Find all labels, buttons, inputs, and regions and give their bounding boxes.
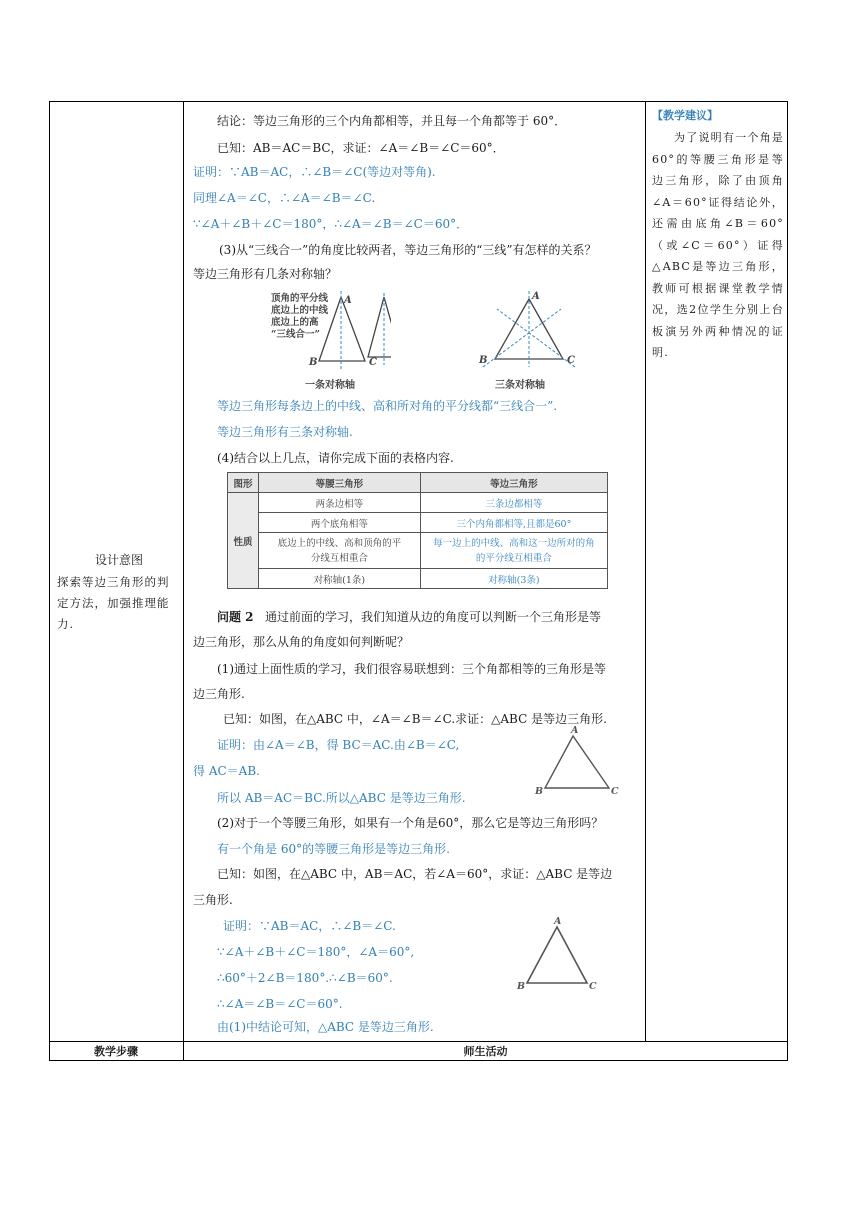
triangle-figure-2 bbox=[505, 913, 605, 997]
fig2-caption: 三条对称轴 bbox=[495, 380, 545, 391]
proof-line-1: 证明：∵AB＝AC，∴∠B＝∠C(等边对等角). bbox=[193, 165, 436, 179]
given-text: 已知：AB＝AC＝BC，求证：∠A＝∠B＝∠C＝60°． bbox=[217, 141, 505, 155]
fig4-label-c: C bbox=[589, 981, 597, 992]
three-lines-answer: 等边三角形每条边上的中线、高和所对角的平分线都“三线合一”. bbox=[217, 399, 558, 413]
fig2-label-b: B bbox=[479, 355, 488, 366]
fig2-label-a: A bbox=[532, 291, 540, 302]
table-header-equilateral: 等边三角形 bbox=[420, 473, 607, 493]
part-1-line-2: 边三角形. bbox=[193, 687, 245, 701]
table-header-shape: 图形 bbox=[228, 473, 259, 493]
footer-activity: 师生活动 bbox=[463, 1045, 508, 1058]
tip-cell bbox=[652, 107, 784, 364]
problem-2-line-1 bbox=[217, 608, 601, 626]
column-divider-2 bbox=[645, 101, 646, 1041]
fig1-label-a: A bbox=[344, 295, 352, 306]
proof-2-line-2: ∵∠A＋∠B＋∠C＝180°，∠A＝60°, bbox=[217, 945, 415, 959]
design-text: 探索等边三角形的判定方法，加强推理能力. bbox=[57, 575, 170, 631]
fig3-label-b: B bbox=[535, 786, 544, 797]
part-1-line-1: (1)通过上面性质的学习，我们很容易联想到：三个角都相等的三角形是等 bbox=[217, 662, 607, 676]
fig1-note-4: “三线合一” bbox=[271, 329, 320, 340]
table-cell: 两个底角相等 bbox=[259, 513, 421, 533]
proof-1-line-3: 所以 AB＝AC＝BC.所以△ABC 是等边三角形. bbox=[217, 791, 466, 805]
proof-line-2: 同理∠A＝∠C，∴∠A＝∠B＝∠C. bbox=[193, 191, 376, 205]
border-left bbox=[49, 101, 50, 1061]
axis-answer: 等边三角形有三条对称轴. bbox=[217, 425, 353, 439]
table-row bbox=[228, 533, 608, 569]
fig1-label-b: B bbox=[309, 357, 318, 368]
fig4-label-b: B bbox=[517, 981, 526, 992]
table-cell: 对称轴(1条) bbox=[259, 569, 421, 589]
table-label-property: 性质 bbox=[228, 493, 259, 589]
fig1-note-2: 底边上的中线 bbox=[271, 305, 329, 316]
table-row bbox=[228, 513, 608, 533]
table-cell: 对称轴(3条) bbox=[420, 569, 607, 589]
proof-2-line-1: 证明：∵AB＝AC，∴∠B＝∠C. bbox=[223, 919, 396, 933]
proof-2-line-4: ∴∠A＝∠B＝∠C＝60°. bbox=[217, 997, 343, 1011]
design-title: 设计意图 bbox=[94, 553, 143, 567]
problem-2-line-2: 边三角形，那么从角的角度如何判断呢？ bbox=[193, 635, 410, 649]
problem-2-text: 通过前面的学习，我们知道从边的角度可以判断一个三角形是等 bbox=[264, 610, 601, 624]
question-4: (4)结合以上几点，请你完成下面的表格内容. bbox=[217, 451, 454, 465]
fig1-note-3: 底边上的高 bbox=[271, 317, 319, 328]
question-3-cont: 等边三角形有几条对称轴？ bbox=[193, 267, 338, 281]
table-cell: 三条边都相等 bbox=[420, 493, 607, 513]
table-row bbox=[228, 493, 608, 513]
proof-1-line-2: 得 AC＝AB. bbox=[193, 764, 260, 778]
design-intent bbox=[57, 551, 181, 635]
lesson-table bbox=[49, 101, 788, 1061]
one-axis-triangle bbox=[285, 287, 395, 397]
fig3-label-c: C bbox=[611, 786, 619, 797]
table-cell: 每一边上的中线、高和这一边所对的角的平分线互相重合 bbox=[420, 533, 607, 569]
fig2-label-c: C bbox=[567, 355, 575, 366]
proof-2-line-5: 由(1)中结论可知，△ABC 是等边三角形. bbox=[217, 1020, 434, 1034]
proof-2-line-3: ∴60°＋2∠B＝180°.∴∠B＝60°. bbox=[217, 971, 393, 985]
column-divider-1 bbox=[183, 101, 184, 1061]
border-top bbox=[49, 101, 788, 102]
tip-text: 为了说明有一个角是60°的等腰三角形是等边三角形，除了由顶角∠A＝60°证得结论外，还需由底角∠B＝60°（或∠C＝60°）证得△ABC是等边三角形，教师可根据课堂教学情况，选2位学生分别上台板演另外两种情况的证明. bbox=[652, 131, 784, 359]
border-right bbox=[787, 101, 788, 1061]
tip-title: 【教学建议】 bbox=[652, 109, 718, 122]
problem-2-label: 问题 2 bbox=[217, 610, 254, 624]
fig4-label-a: A bbox=[554, 916, 562, 927]
table-cell: 底边上的中线、高和顶角的平分线互相重合 bbox=[259, 533, 421, 569]
given-2-line-1: 已知：如图，在△ABC 中，AB＝AC，若∠A＝60°，求证：△ABC 是等边 bbox=[217, 867, 613, 881]
conclusion-text: 结论：等边三角形的三个内角都相等，并且每一个角都等于 60°． bbox=[217, 114, 567, 128]
table-row bbox=[228, 473, 608, 493]
table-row bbox=[228, 569, 608, 589]
property-table bbox=[227, 472, 608, 589]
triangle-figure-1 bbox=[525, 724, 625, 800]
fig1-caption: 一条对称轴 bbox=[305, 380, 355, 391]
table-header-isosceles: 等腰三角形 bbox=[259, 473, 421, 493]
fig3-label-a: A bbox=[571, 725, 579, 736]
given-2-line-2: 三角形. bbox=[193, 893, 233, 907]
fig1-note-1: 顶角的平分线 bbox=[271, 293, 329, 304]
proof-1-line-1: 证明：由∠A＝∠B，得 BC＝AC.由∠B＝∠C, bbox=[217, 738, 460, 752]
three-axis-figure bbox=[469, 287, 589, 397]
part-2-question: (2)对于一个等腰三角形，如果有一个角是60°，那么它是等边三角形吗？ bbox=[217, 816, 604, 830]
fig1-label-c: C bbox=[369, 357, 377, 368]
footer-steps: 教学步骤 bbox=[94, 1045, 138, 1058]
table-cell: 两条边相等 bbox=[259, 493, 421, 513]
part-2-answer: 有一个角是 60°的等腰三角形是等边三角形. bbox=[217, 842, 450, 856]
proof-line-3: ∵∠A＋∠B＋∠C＝180°，∴∠A＝∠B＝∠C＝60°． bbox=[193, 217, 469, 231]
table-cell: 三个内角都相等,且都是60° bbox=[420, 513, 607, 533]
row-divider bbox=[49, 1041, 788, 1042]
given-1: 已知：如图，在△ABC 中，∠A＝∠B＝∠C.求证：△ABC 是等边三角形. bbox=[223, 712, 607, 726]
question-3: (3)从“三线合一”的角度比较两者，等边三角形的“三线”有怎样的关系？ bbox=[219, 243, 597, 257]
